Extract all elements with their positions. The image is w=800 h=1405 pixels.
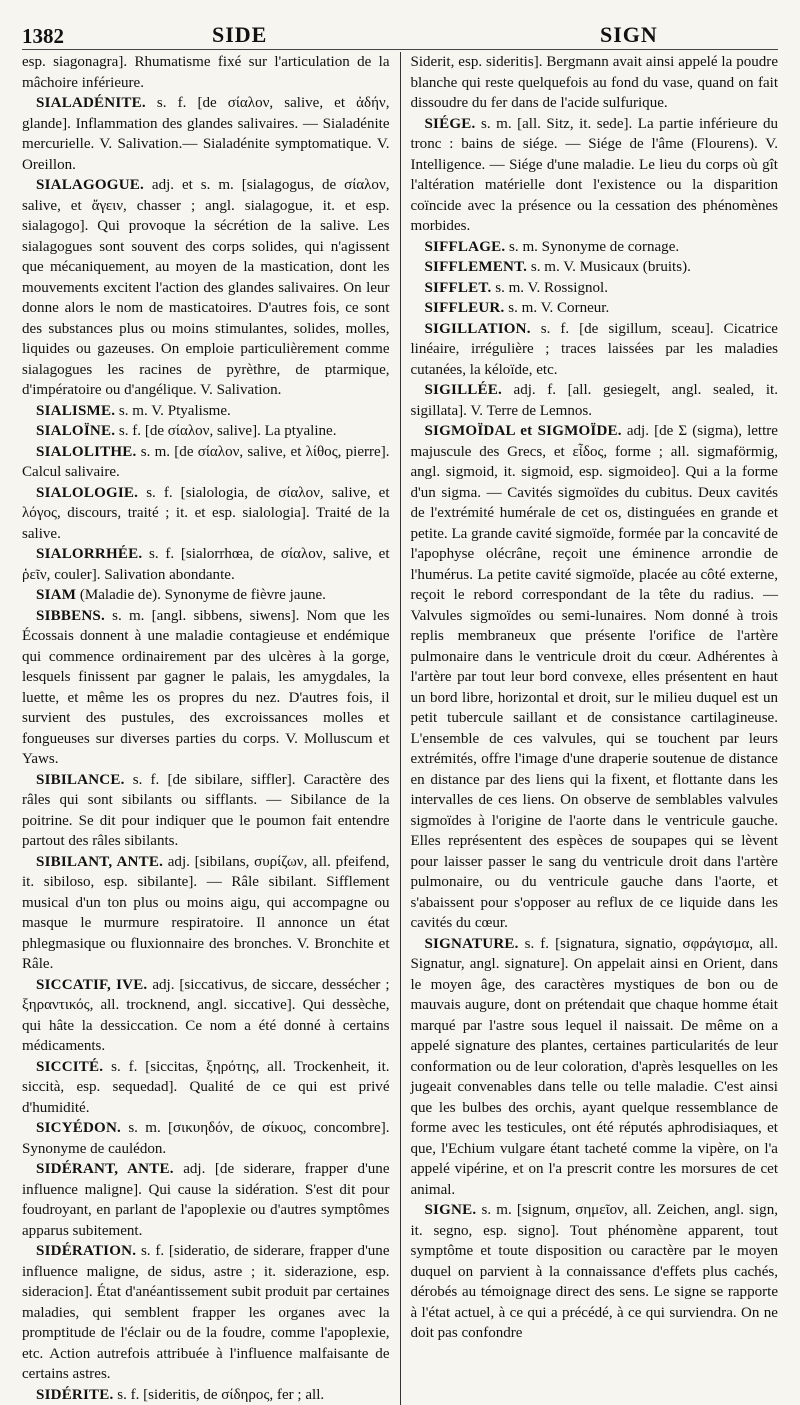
entry-definition: s. m. V. Corneur. — [504, 300, 609, 316]
entry-definition: s. m. [signum, σημεῖον, all. Zeichen, angl. sign, it. segno, esp. signo]. Tout phénomène apparent, tout symptôme et toute disposition ou caractère par le moyen duquel on parvient à la connaissance d'effets plus cachés, dérobés au témoignage direct des sens. Le signe se rapporte à l'état actuel, à ce qui a précédé, à ce qui surviendra. On ne doit pas confondre — [410, 1202, 778, 1341]
entry-definition: s. f. [sialorrhœa, de σίαλον, salive, et ῥεῖν, couler]. Salivation abondante. — [22, 546, 390, 583]
entry-definition: esp. siagonagra]. Rhumatisme fixé sur l'articulation de la mâchoire inférieure. — [22, 54, 390, 91]
entry-headword: SIFFLEMENT. — [424, 259, 527, 275]
dictionary-entry-siccatif — [22, 975, 390, 1057]
entry-headword: SICCITÉ. — [36, 1059, 103, 1075]
entry-definition: s. f. [sideritis, de σίδηρος, fer ; all. — [113, 1387, 324, 1403]
entry-headword: SICYÉDON. — [36, 1120, 121, 1136]
dictionary-entry-sibbens — [22, 606, 390, 770]
dictionary-entry-sigillee — [410, 380, 778, 421]
dictionary-entry-sialoine — [22, 421, 390, 442]
dictionary-entry-sialorrhee — [22, 544, 390, 585]
entry-definition: s. f. [de σίαλον, salive, et ἀδήν, glande]. Inflammation des glandes salivaires. — Sialadénite mercurielle. V. Salivation.— Sialadénite symptomatique. V. Oreillon. — [22, 95, 390, 173]
entry-definition: adj. [de siderare, frapper d'une influence maligne]. Qui cause la sidération. S'est dit pour foudroyant, en parlant de l'apoplexie ou d'autres symptômes apparus subitement. — [22, 1161, 390, 1239]
entry-definition: s. f. [de sigillum, sceau]. Cicatrice linéaire, irrégulière ; traces laissées par les maladies cutanées, la kéloïde, etc. — [410, 321, 778, 378]
dictionary-entry-sibilance — [22, 770, 390, 852]
entry-headword: SIALOÏNE. — [36, 423, 115, 439]
entry-headword: SIÉGE. — [424, 116, 475, 132]
entry-headword: SIFFLEUR. — [424, 300, 504, 316]
dictionary-entry-siccite — [22, 1057, 390, 1119]
entry-definition: s. m. [angl. sibbens, siwens]. Nom que les Écossais donnent à une maladie contagieuse et endémique qui commence ordinairement par des ulcères à la gorge, lesquels finissent par gagner le palais, les amygdales, la luette, et même les os propres du nez. D'autres fois, il survient des pustules, des excroissances molles et fongueuses sur diverses parties du corps. V. Molluscum et Yaws. — [22, 608, 390, 768]
entry-definition: s. m. V. Rossignol. — [491, 280, 608, 296]
entry-definition: adj. f. [all. gesiegelt, angl. sealed, it. sigillata]. V. Terre de Lemnos. — [410, 382, 778, 419]
entry-headword: SIGNE. — [424, 1202, 476, 1218]
entry-headword: SIDÉRANT, ANTE. — [36, 1161, 174, 1177]
right-column — [400, 52, 778, 1405]
entry-headword: SIGILLATION. — [424, 321, 530, 337]
entry-headword: SICCATIF, IVE. — [36, 977, 147, 993]
entry-definition: adj. [de Σ (sigma), lettre majuscule des Grecs, et εἶδος, forme ; all. sigmaförmig, angl. sigmoid, it. sigmoid, esp. sigmoideo]. Qui a la forme d'un sigma. — Cavités sigmoïdes du cubitus. Deux cavités de l'extrémité humérale de cet os, distinguées en grande et petite. La grande cavité sigmoïde, formée par la concavité de l'apophyse olécrâne, reçoit une éminence arrondie de l'humérus. La petite cavité sigmoïde, placée au côté externe, reçoit le rebord correspondant de la tête du radius. — Valvules sigmoïdes ou semi-lunaires. Nom donné à trois replis membraneux que présente l'orifice de l'artère pulmonaire dans le ventricule droit du cœur. Adhérentes à l'artère par tout leur bord convexe, elles présentent en haut un bord libre, horizontal et droit, sur le milieu duquel est un petit tubercule saillant et de consistance cartilagineuse. L'ensemble de ces valvules, qui se touchent par leurs extrémités, offre l'image d'une draperie soutenue de distance en distance par des liens qui la fixent, et flottante dans les intervalles de ces liens. On observe de semblables valvules sigmoïdes à l'origine de l'aorte dans le ventricule gauche. Elles représentent des espèces de soupapes qui se lèvent pour laisser passer le sang du ventricule droit dans l'artère pulmonaire, ou du ventricule gauche dans l'aorte, et s'abaissent pour s'opposer au reflux de ce liquide dans les cavités du cœur. — [410, 423, 778, 931]
entry-definition: Siderit, esp. sideritis]. Bergmann avait ainsi appelé la poudre blanche qui reste quelquefois au fond du vase, quand on fait dissoudre du fer dans de l'acide sulfurique. — [410, 54, 778, 111]
entry-headword: SIGNATURE. — [424, 936, 518, 952]
entry-headword: SIBILANT, ANTE. — [36, 854, 163, 870]
dictionary-entry-cont-1 — [410, 52, 778, 114]
left-running-head: SIDE — [212, 22, 267, 48]
dictionary-entry-cont-0 — [22, 52, 390, 93]
dictionary-entry-siam — [22, 585, 390, 606]
entry-headword: SIFFLAGE. — [424, 239, 505, 255]
dictionary-entry-sifflage — [410, 237, 778, 258]
entry-headword: SIGMOÏDAL et SIGMOÏDE. — [424, 423, 621, 439]
entry-headword: SIBILANCE. — [36, 772, 125, 788]
entry-headword: SIDÉRITE. — [36, 1387, 113, 1403]
entry-definition: s. f. [sialologia, de σίαλον, salive, et λόγος, discours, traité ; it. et esp. sialologia]. Traité de la salive. — [22, 485, 390, 542]
dictionary-entry-siffleur — [410, 298, 778, 319]
page-number: 1382 — [22, 24, 64, 49]
entry-definition: adj. [sibilans, συρίζων, all. pfeifend, it. sibiloso, esp. sibilante]. — Râle sibilant. Sifflement musical d'un ton plus ou moins aigu, qui accompagne ou masque le murmure respiratoire. Il annonce un état phlegmasique ou fluxionnaire des bronches. V. Bronchite et Râle. — [22, 854, 390, 973]
dictionary-entry-sialisme — [22, 401, 390, 422]
dictionary-entry-sialolithe — [22, 442, 390, 483]
entry-definition: (Maladie de). Synonyme de fièvre jaune. — [76, 587, 326, 603]
dictionary-entry-siege — [410, 114, 778, 237]
dictionary-entry-signe — [410, 1200, 778, 1344]
dictionary-entry-sicyedon — [22, 1118, 390, 1159]
entry-headword: SIALAGOGUE. — [36, 177, 144, 193]
entry-headword: SIGILLÉE. — [424, 382, 502, 398]
entry-definition: s. f. [sideratio, de siderare, frapper d'une influence maligne, de sidus, astre ; it. siderazione, esp. sideracion]. État d'anéantissement subit produit par certaines maladies, qui semblent frapper les organes avec la promptitude de l'éclair ou de la foudre, comme l'apoplexie, etc. Action autrefois attribuée à l'influence malfaisante de certains astres. — [22, 1243, 390, 1382]
entry-headword: SIALOLOGIE. — [36, 485, 138, 501]
page-header — [22, 14, 778, 52]
entry-definition: s. m. Synonyme de cornage. — [505, 239, 679, 255]
dictionary-entry-sialagogue — [22, 175, 390, 401]
dictionary-entry-sibilant — [22, 852, 390, 975]
header-rule — [22, 49, 778, 50]
text-columns — [22, 52, 778, 1405]
entry-headword: SIBBENS. — [36, 608, 105, 624]
entry-definition: s. f. [de σίαλον, salive]. La ptyaline. — [115, 423, 336, 439]
left-column — [22, 52, 400, 1405]
entry-headword: SIFFLET. — [424, 280, 491, 296]
entry-headword: SIALOLITHE. — [36, 444, 136, 460]
dictionary-entry-sialadenite — [22, 93, 390, 175]
entry-definition: s. m. V. Musicaux (bruits). — [527, 259, 691, 275]
dictionary-entry-sifflet — [410, 278, 778, 299]
entry-headword: SIALISME. — [36, 403, 115, 419]
dictionary-entry-sifflement — [410, 257, 778, 278]
entry-definition: adj. [siccativus, de siccare, dessécher ; ξηραντικός, all. trocknend, angl. siccative]. Qui dessèche, qui hâte la dessiccation. Ce nom a été donné à certains médicaments. — [22, 977, 390, 1055]
entry-definition: s. f. [siccitas, ξηρότης, all. Trockenheit, it. siccità, esp. sequedad]. Qualité de ce qui est privé d'humidité. — [22, 1059, 390, 1116]
entry-definition: s. m. [σικυηδόν, de σίκυος, concombre]. Synonyme de caulédon. — [22, 1120, 390, 1157]
entry-definition: s. m. V. Ptyalisme. — [115, 403, 231, 419]
entry-headword: SIAM — [36, 587, 76, 603]
entry-definition: adj. et s. m. [sialagogus, de σίαλον, salive, et ἄγειν, chasser ; angl. sialagogue, it. et esp. sialagogo]. Qui provoque la sécrétion de la salive. Les sialagogues sont souvent des corps solides, qui n'agissent que mécaniquement, au moyen de la mastication, dont les mouvements excitent l'action des glandes salivaires. On leur donne alors le nom de masticatoires. D'autres fois, ce sont des substances plus ou moins stimulantes, solides, molles, liquides ou gazeuses. On emploie particulièrement comme sialagogues les racines de pyrèthre, de ptarmique, d'impératoire ou d'angélique. V. Salivation. — [22, 177, 390, 398]
dictionary-entry-signature — [410, 934, 778, 1201]
dictionary-entry-sideration — [22, 1241, 390, 1385]
entry-headword: SIALADÉNITE. — [36, 95, 146, 111]
dictionary-entry-siderant — [22, 1159, 390, 1241]
dictionary-entry-siderite — [22, 1385, 390, 1405]
entry-headword: SIALORRHÉE. — [36, 546, 142, 562]
dictionary-entry-sigillation — [410, 319, 778, 381]
entry-definition: s. m. [all. Sitz, it. sede]. La partie inférieure du tronc : bains de siége. — Siége de l'âme (Flourens). V. Intelligence. — Siége d'une maladie. Le lieu du corps où gît l'altération matérielle dont l'existence ou la disparition coïncide avec la présence ou la cessation des phénomènes morbides. — [410, 116, 778, 235]
entry-headword: SIDÉRATION. — [36, 1243, 136, 1259]
dictionary-entry-sialologie — [22, 483, 390, 545]
entry-definition: s. f. [de sibilare, siffler]. Caractère des râles qui sont sibilants ou sifflants. — Sibilance de la poitrine. Se dit pour indiquer que le poumon fait entendre partout des râles sibilants. — [22, 772, 390, 850]
right-running-head: SIGN — [600, 22, 658, 48]
dictionary-entry-sigmoidal — [410, 421, 778, 934]
entry-definition: s. m. [de σίαλον, salive, et λίθος, pierre]. Calcul salivaire. — [22, 444, 390, 481]
entry-definition: s. f. [signatura, signatio, σφράγισμα, all. Signatur, angl. signature]. On appelait ainsi en Orient, dans le moyen âge, des caractères mystiques de bon ou de mauvais augure, dont on prétendait que chaque homme était marqué par l'astre sous lequel il naissait. De même on a appelé signature des plantes, certaines particularités de leur conformation ou de leur coloration, d'après lesquelles on les jugeait convenables dans telle ou telle maladie. C'est ainsi que les bulbes des orchis, ayant quelque ressemblance de forme avec les testicules, ont été réputés aphrodisiaques, et que, l'Echium vulgare étant tacheté comme la vipère, on l'a appelé vipérine, et on l'a prescrit contre les morsures de cet animal. — [410, 936, 778, 1198]
